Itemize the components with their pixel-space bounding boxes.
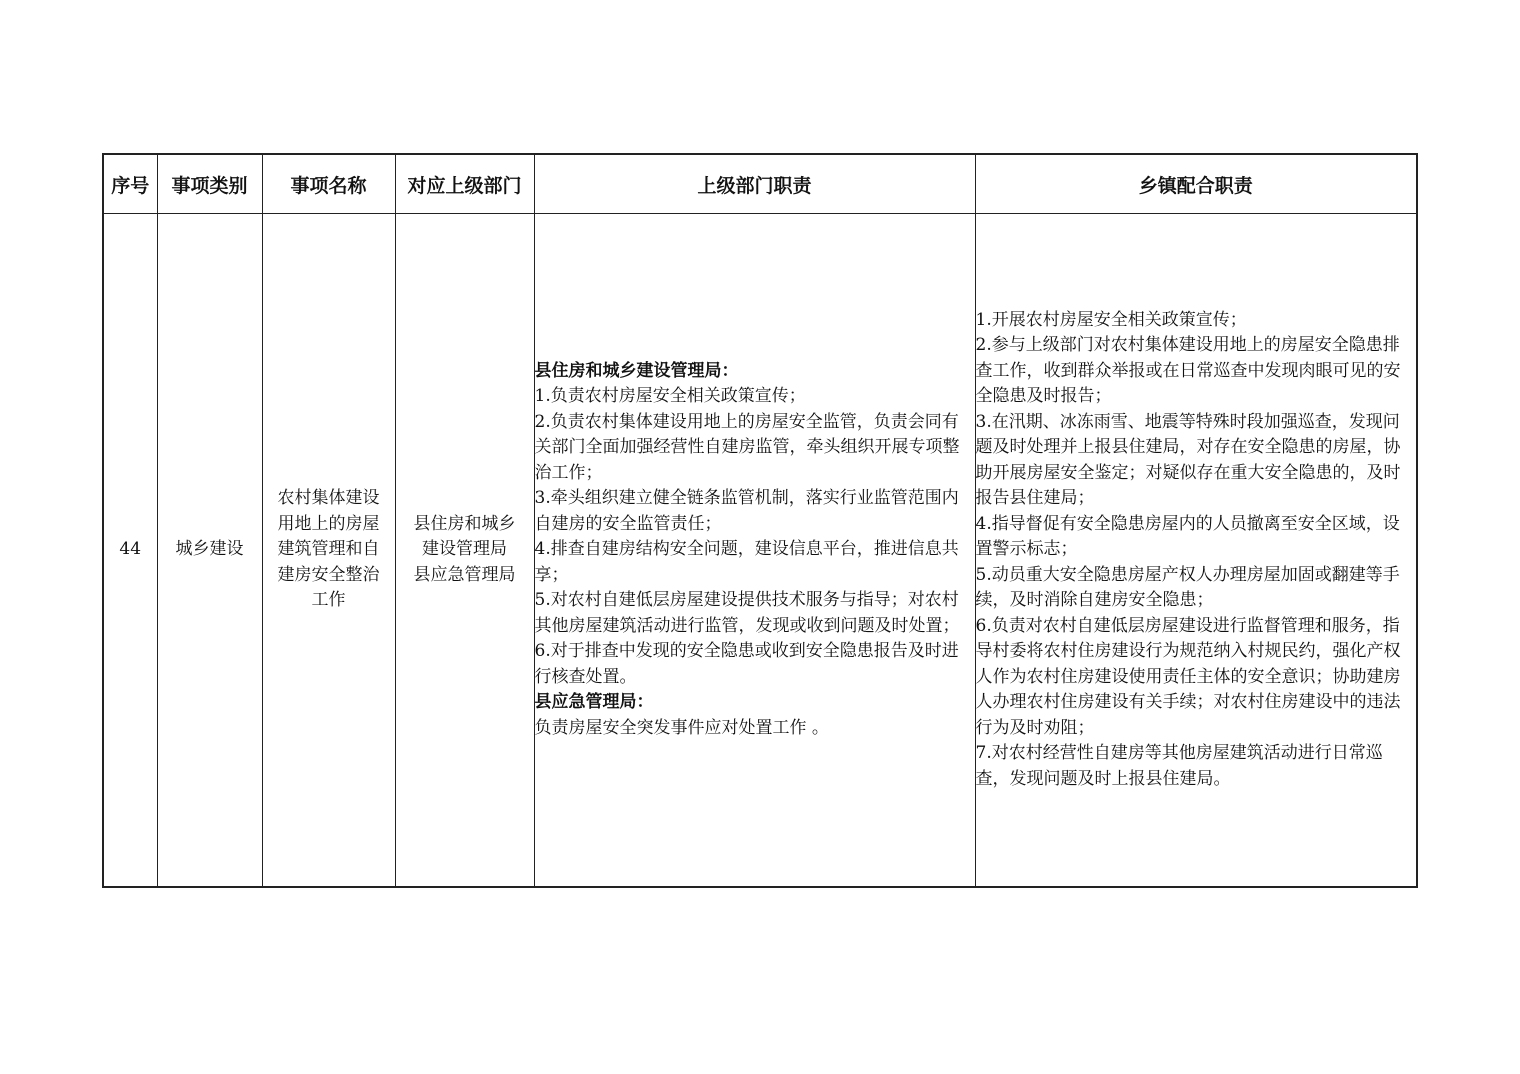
header-seq: 序号: [103, 154, 157, 214]
dept-line: 建设管理局: [422, 539, 507, 560]
housing-duty-item: 3.牵头组织建立健全链条监管机制，落实行业监管范围内自建房的安全监管责任；: [534, 488, 959, 534]
housing-duty-item: 2.负责农村集体建设用地上的房屋安全监管，负责会同有关部门全面加强经营性自建房监管，牵头组织开展专项整治工作；: [534, 411, 960, 483]
town-duty-item: 3.在汛期、冰冻雨雪、地震等特殊时段加强巡查，发现问题及时处理并上报县住建局，对存在安全隐患的房屋，协助开展房屋安全鉴定；对疑似存在重大安全隐患的，及时报告县住建局；: [975, 411, 1401, 509]
header-superior-duties: 上级部门职责: [534, 154, 975, 214]
item-name-line: 用地上的房屋: [277, 513, 380, 534]
town-duty-item: 1.开展农村房屋安全相关政策宣传；: [975, 309, 1247, 330]
header-name: 事项名称: [262, 154, 395, 214]
housing-duty-item: 5.对农村自建低层房屋建设提供技术服务与指导；对农村其他房屋建筑活动进行监管，发现或收到问题及时处置；: [534, 590, 960, 636]
item-name-line: 工作: [311, 590, 346, 611]
header-town-duties: 乡镇配合职责: [975, 154, 1417, 214]
header-category: 事项类别: [157, 154, 262, 214]
cell-superior-dept: [395, 214, 534, 888]
header-row: [103, 154, 1417, 214]
town-duty-item: 6.负责对农村自建低层房屋建设进行监督管理和服务，指导村委将农村住房建设行为规范纳入村规民约，强化产权人作为农村住房建设使用责任主体的安全意识；协助建房人办理农村住房建设有关手续；对农村住房建设中的违法行为及时劝阻；: [975, 615, 1401, 738]
housing-duty-item: 6.对于排查中发现的安全隐患或收到安全隐患报告及时进行核查处置。: [534, 641, 959, 687]
item-name-line: 建房安全整治: [277, 564, 380, 585]
cell-superior-duties: [534, 214, 975, 888]
header-superior-dept: 对应上级部门: [395, 154, 534, 214]
emergency-bureau-heading: 县应急管理局：: [534, 692, 654, 713]
item-name-line: 农村集体建设: [277, 488, 380, 509]
duty-table: [102, 153, 1418, 888]
housing-bureau-heading: 县住房和城乡建设管理局：: [534, 360, 739, 381]
item-name-line: 建筑管理和自: [277, 539, 380, 560]
emergency-duty-item: 负责房屋安全突发事件应对处置工作 。: [534, 717, 829, 738]
cell-category: 城乡建设: [157, 214, 262, 888]
town-duty-item: 2.参与上级部门对农村集体建设用地上的房屋安全隐患排查工作，收到群众举报或在日常巡查中发现肉眼可见的安全隐患及时报告；: [975, 335, 1401, 407]
town-duty-item: 5.动员重大安全隐患房屋产权人办理房屋加固或翻建等手续，及时消除自建房安全隐患；: [975, 564, 1400, 611]
town-duty-item: 7.对农村经营性自建房等其他房屋建筑活动进行日常巡查，发现问题及时上报县住建局。: [975, 743, 1383, 789]
cell-item-name: [262, 214, 395, 888]
housing-duty-item: 1.负责农村房屋安全相关政策宣传；: [534, 386, 806, 407]
table-row: [103, 214, 1417, 888]
housing-duty-item: 4.排查自建房结构安全问题，建设信息平台，推进信息共享；: [534, 539, 959, 585]
dept-line: 县应急管理局: [413, 564, 516, 585]
cell-town-duties: [975, 214, 1417, 888]
town-duty-item: 4.指导督促有安全隐患房屋内的人员撤离至安全区域，设置警示标志；: [975, 513, 1400, 560]
dept-line: 县住房和城乡: [413, 513, 516, 534]
cell-seq: 44: [103, 214, 157, 888]
